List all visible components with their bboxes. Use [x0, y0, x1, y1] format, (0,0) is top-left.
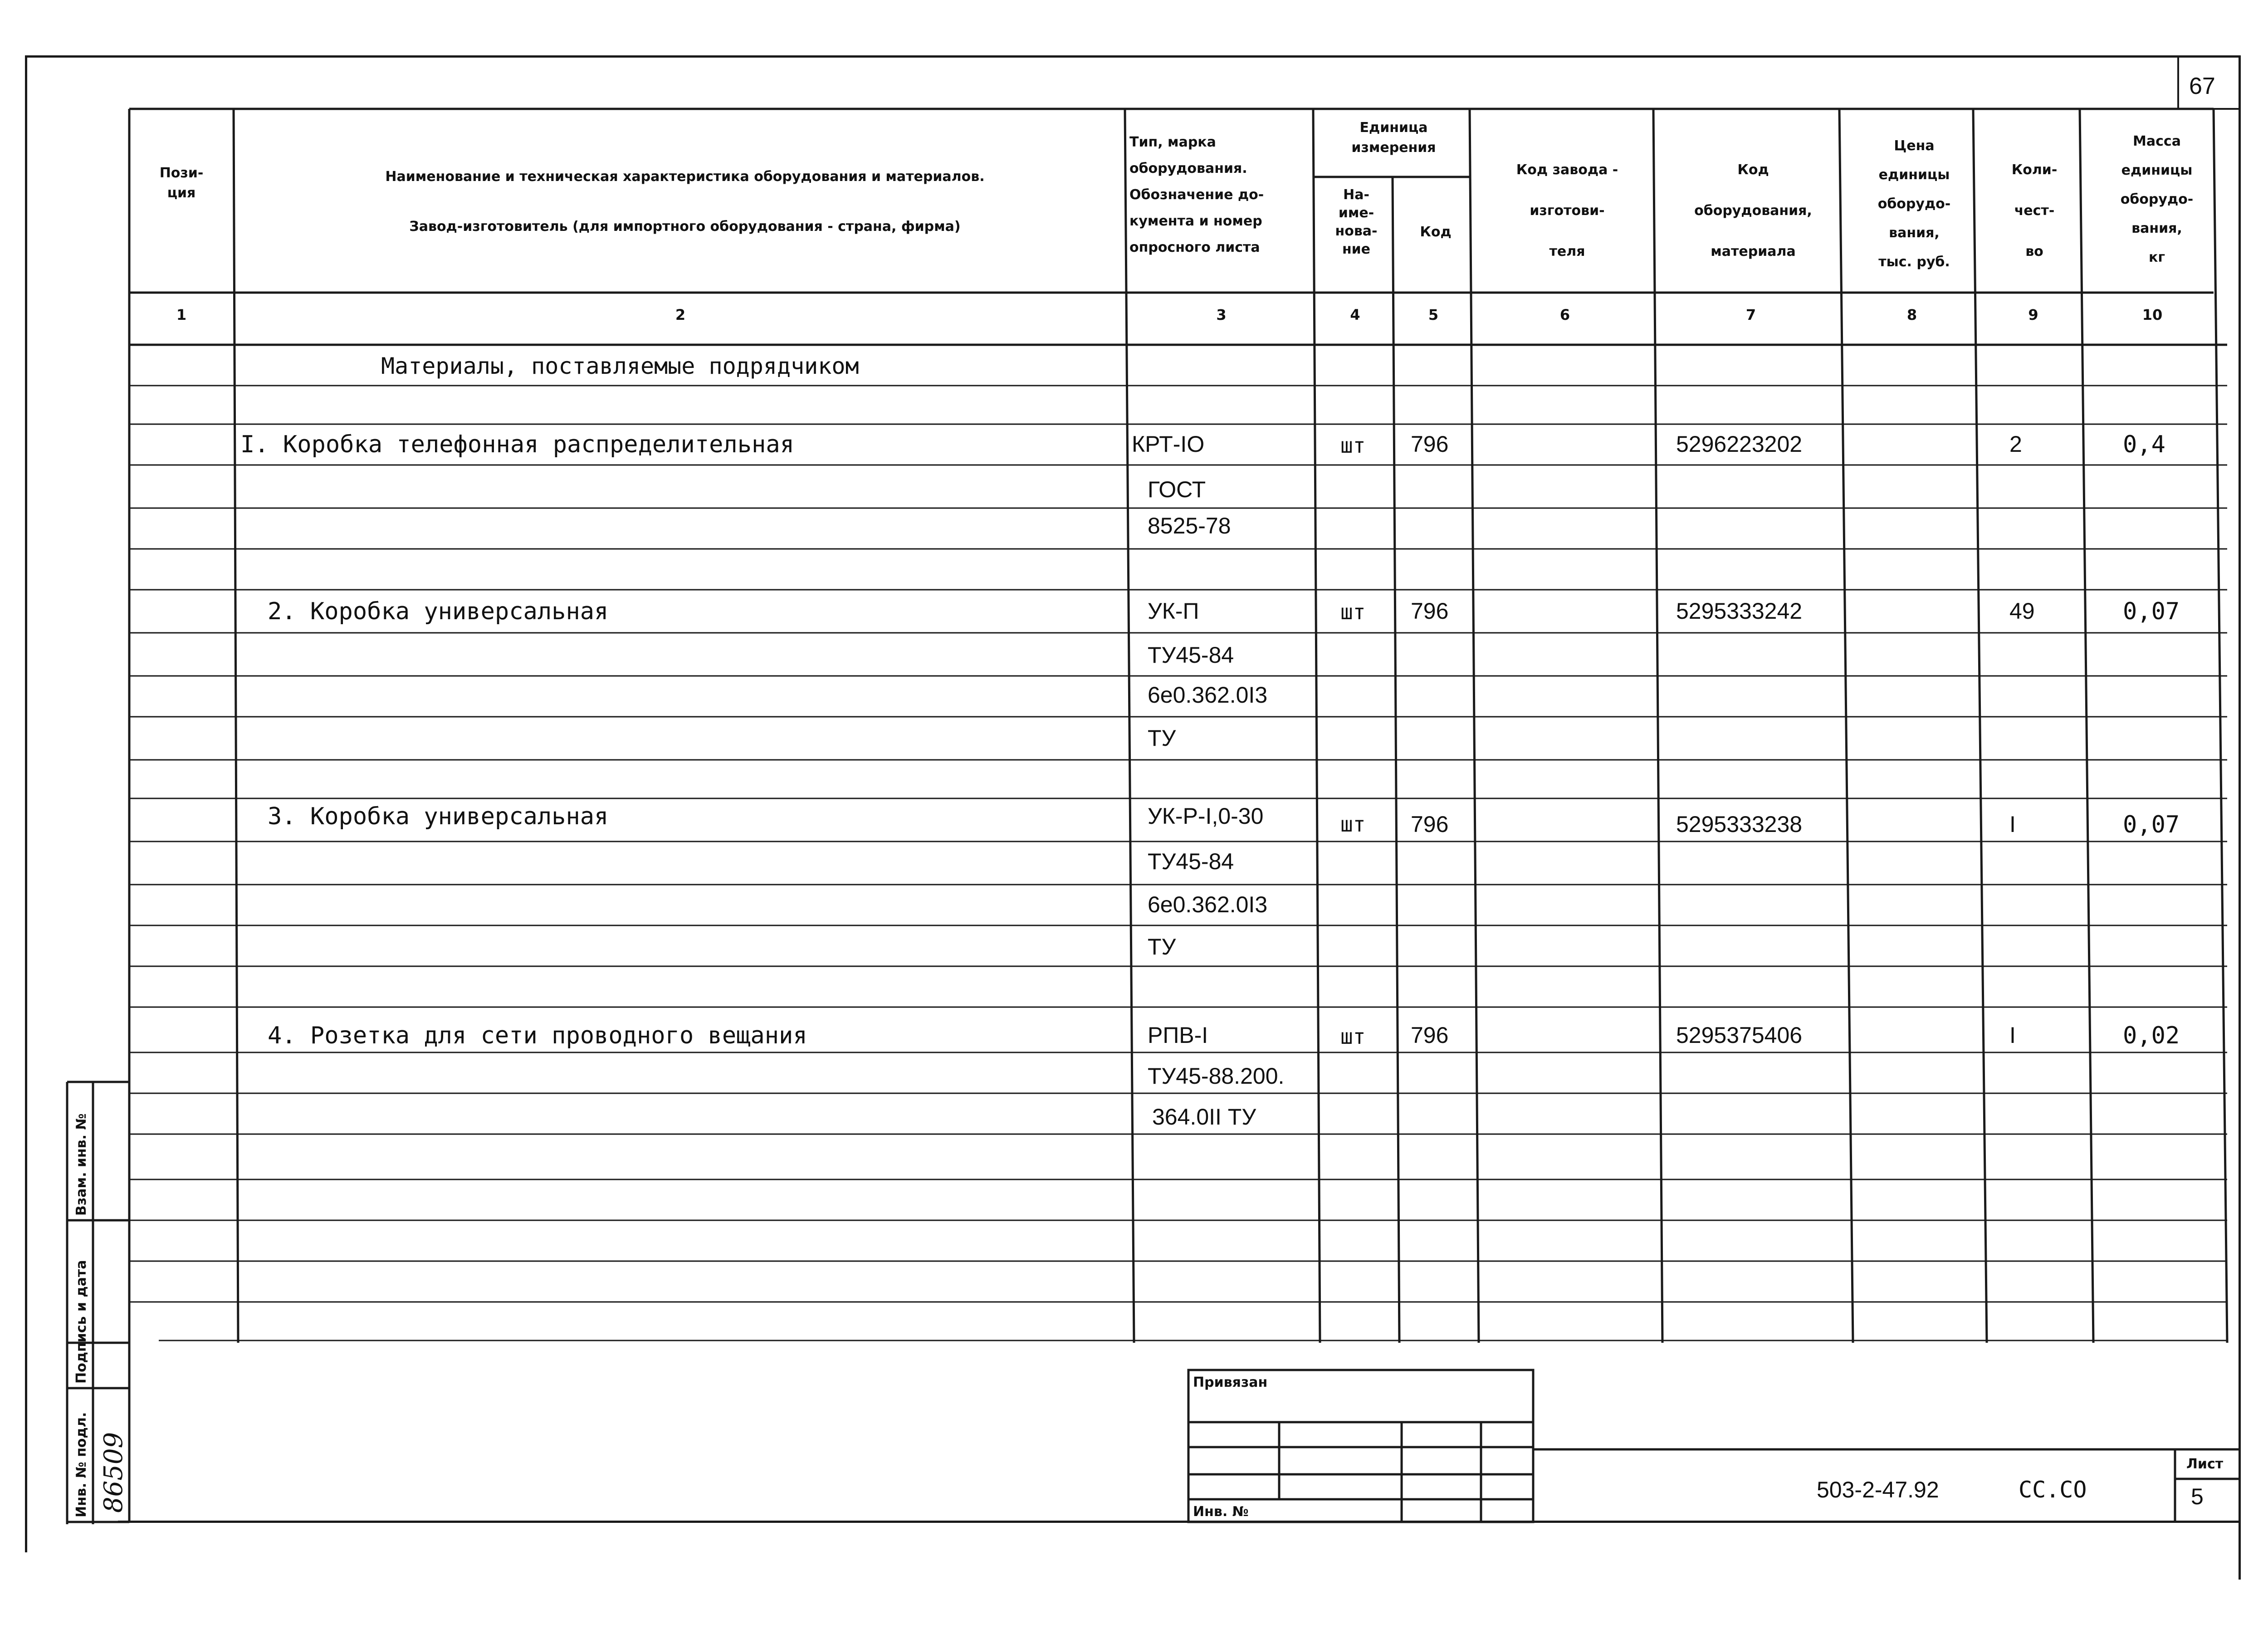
item-name: 2. Коробка универсальная	[268, 598, 609, 625]
stamp-sheet-number: 5	[2191, 1484, 2204, 1509]
item-type-line: 364.0II ТУ	[1152, 1104, 1256, 1130]
item-type-line: 6е0.362.0I3	[1148, 682, 1268, 708]
stamp-doc-suffix: СС.СО	[2019, 1477, 2087, 1503]
item-type-line: ГОСТ	[1148, 477, 1206, 502]
col-num-3: 3	[1216, 306, 1227, 323]
col-num-2: 2	[675, 306, 686, 323]
side-label-vzam: Взам. инв. №	[73, 1113, 89, 1216]
col-num-1: 1	[176, 306, 187, 323]
item-qty: 49	[2009, 598, 2035, 624]
header-position: Пози- ция	[159, 165, 204, 201]
col-num-4: 4	[1350, 306, 1360, 323]
stamp-doc-code: 503-2-47.92	[1817, 1477, 1939, 1502]
item-code: 5295333238	[1676, 812, 1803, 837]
item-unit-code: 796	[1411, 812, 1449, 837]
item-mass: 0,4	[2123, 431, 2165, 458]
section-title: Материалы, поставляемые подрядчиком	[381, 353, 859, 379]
side-inv-podl-value: 86509	[99, 1432, 128, 1513]
header-unit-code: Код	[1420, 224, 1452, 240]
header-name: Наименование и техническая характеристика оборудования и материалов. Завод-изготовитель (для импортного оборудования - страна, фирма)	[385, 169, 985, 235]
col-num-9: 9	[2028, 306, 2038, 323]
item-type-line: ТУ45-84	[1148, 642, 1234, 668]
col-num-5: 5	[1428, 306, 1439, 323]
side-label-podpis: Подпись и дата	[73, 1260, 89, 1384]
header-equipment-code: Код оборудования, материала	[1694, 162, 1812, 259]
item-type-line: ТУ45-84	[1148, 849, 1234, 874]
col-num-7: 7	[1745, 306, 1756, 323]
item-unit: шт	[1340, 433, 1366, 458]
item-name: 4. Розетка для сети проводного вещания	[268, 1022, 807, 1049]
header-factory-code: Код завода - изготови- теля	[1516, 162, 1618, 259]
header-unit-name: На- име- нова- ние	[1335, 187, 1378, 257]
item-type-line: ТУ45-88.200.	[1148, 1063, 1285, 1089]
item-mass: 0,07	[2123, 811, 2180, 838]
item-type-line: УК-П	[1148, 598, 1199, 624]
item-type-line: ТУ	[1148, 934, 1176, 959]
item-unit-code: 796	[1411, 431, 1449, 457]
side-label-inv-podl: Инв. № подл.	[73, 1412, 89, 1517]
item-mass: 0,02	[2123, 1022, 2180, 1049]
item-type-line: УК-Р-I,0-30	[1148, 803, 1264, 829]
item-type-line: 8525-78	[1148, 513, 1231, 538]
item-type-line: РПВ-I	[1148, 1022, 1208, 1048]
item-qty: I	[2009, 1022, 2016, 1048]
item-mass: 0,07	[2123, 598, 2180, 625]
item-name: I. Коробка телефонная распределительная	[240, 431, 794, 458]
header-unit: Единица измерения	[1351, 120, 1436, 156]
col-num-6: 6	[1559, 306, 1570, 323]
item-unit-code: 796	[1411, 1022, 1449, 1048]
header-mass: Масса единицы оборудо- вания, кг	[2120, 133, 2194, 265]
page-number: 67	[2189, 73, 2215, 99]
item-type-line: 6е0.362.0I3	[1148, 892, 1268, 917]
header-type: Тип, марка оборудования. Обозначение до- кумента и номер опросного листа	[1129, 134, 1264, 255]
item-code: 5295333242	[1676, 598, 1803, 624]
item-code: 5295375406	[1676, 1022, 1803, 1048]
col-num-10: 10	[2142, 306, 2163, 323]
item-unit: шт	[1340, 812, 1366, 837]
header-quantity: Коли- чест- во	[2011, 162, 2058, 259]
header-price: Цена единицы оборудо- вания, тыс. руб.	[1877, 138, 1951, 270]
item-code: 5296223202	[1676, 431, 1803, 457]
item-qty: 2	[2009, 431, 2022, 457]
item-type-line: ТУ	[1148, 725, 1176, 751]
item-unit: шт	[1340, 600, 1366, 624]
stamp-inv-no: Инв. №	[1193, 1504, 1249, 1520]
item-unit-code: 796	[1411, 598, 1449, 624]
item-name: 3. Коробка универсальная	[268, 803, 609, 830]
stamp-sheet-label: Лист	[2186, 1456, 2224, 1472]
item-type-line: КРТ-IO	[1132, 431, 1205, 457]
item-unit: шт	[1340, 1024, 1366, 1049]
item-qty: I	[2009, 812, 2016, 837]
stamp-privyazan: Привязан	[1193, 1375, 1268, 1390]
col-num-8: 8	[1906, 306, 1917, 323]
